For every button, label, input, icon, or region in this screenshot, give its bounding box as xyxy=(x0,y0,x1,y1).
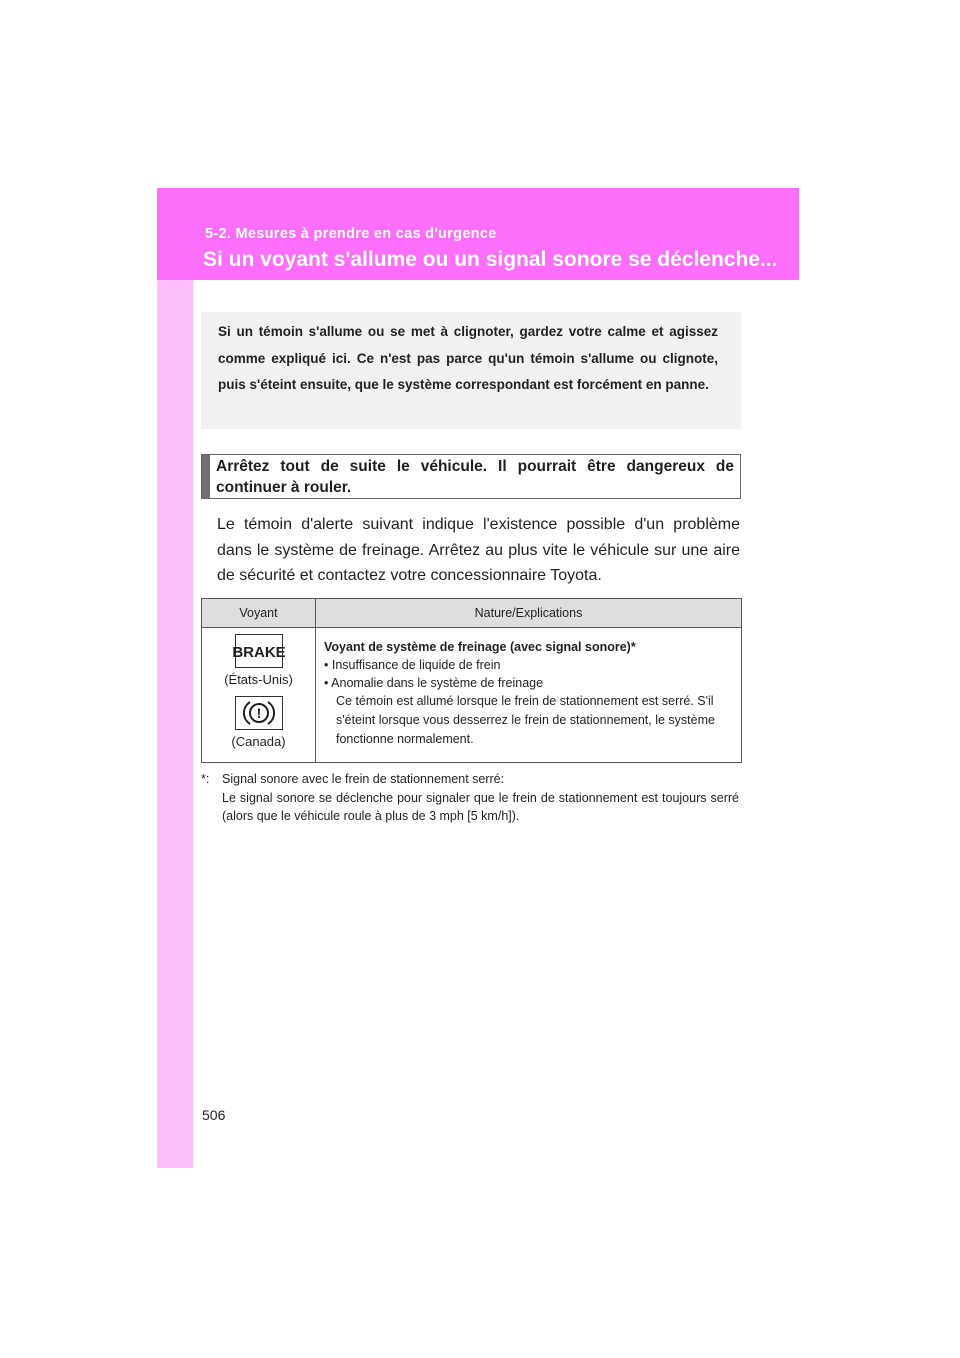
svg-text:BRAKE: BRAKE xyxy=(231,644,286,661)
cause-list xyxy=(324,656,735,692)
page-title: Si un voyant s'allume ou un signal sonore se déclenche... xyxy=(203,248,778,271)
brake-warning-circle-icon xyxy=(235,696,283,730)
warning-bar xyxy=(202,455,210,498)
brake-circle-glyph xyxy=(239,698,279,728)
lamp-note: Ce témoin est allumé lorsque le frein de stationnement est serré. S'il s'éteint lorsque vous desserrez le frein de stationnement, le système fonctionne normalement. xyxy=(336,694,715,746)
svg-text:!: ! xyxy=(256,705,261,721)
footnote xyxy=(201,770,739,826)
table-header-row xyxy=(202,599,742,628)
page-number: 506 xyxy=(202,1107,226,1123)
footnote-heading: Signal sonore avec le frein de stationnement serré: xyxy=(222,772,505,786)
warning-box xyxy=(201,454,741,499)
footnote-body: Le signal sonore se déclenche pour signaler que le frein de stationnement est toujours serré (alors que le véhicule roule à plus de 3 mph [5 km/h]). xyxy=(222,790,739,823)
body-paragraph: Le témoin d'alerte suivant indique l'existence possible d'un problème dans le système de freinage. Arrêtez au plus vite le véhicule sur une aire de sécurité et contactez votre concessionnaire Toyota. xyxy=(217,516,740,584)
lamp-cell xyxy=(202,628,316,763)
warning-text: Arrêtez tout de suite le véhicule. Il pourrait être dangereux de continuer à rouler. xyxy=(216,458,734,496)
explanation-cell xyxy=(316,628,742,763)
chapter-side-strip xyxy=(157,188,193,1168)
intro-text: Si un témoin s'allume ou se met à clignoter, gardez votre calme et agissez comme expliqué ici. Ce n'est pas parce qu'un témoin s'allume ou clignote, puis s'éteint ensuite, que le système correspondant est forcément en panne. xyxy=(218,324,718,392)
column-header-explications: Nature/Explications xyxy=(316,599,742,628)
column-header-voyant: Voyant xyxy=(202,599,316,628)
caption-canada: (Canada) xyxy=(231,734,286,749)
warning-light-table xyxy=(201,598,742,763)
table-row xyxy=(202,628,742,763)
brake-text-glyph xyxy=(231,640,286,662)
lamp-title: Voyant de système de freinage (avec signal sonore)* xyxy=(324,640,636,654)
footnote-mark: *: xyxy=(201,772,210,786)
list-item: • Insuffisance de liquide de frein xyxy=(324,658,501,672)
brake-warning-text-icon xyxy=(231,634,286,668)
list-item: • Anomalie dans le système de freinage xyxy=(324,676,544,690)
footnote-head xyxy=(201,770,739,789)
section-label: 5-2. Mesures à prendre en cas d'urgence xyxy=(205,226,497,242)
caption-us: (États-Unis) xyxy=(224,672,293,687)
